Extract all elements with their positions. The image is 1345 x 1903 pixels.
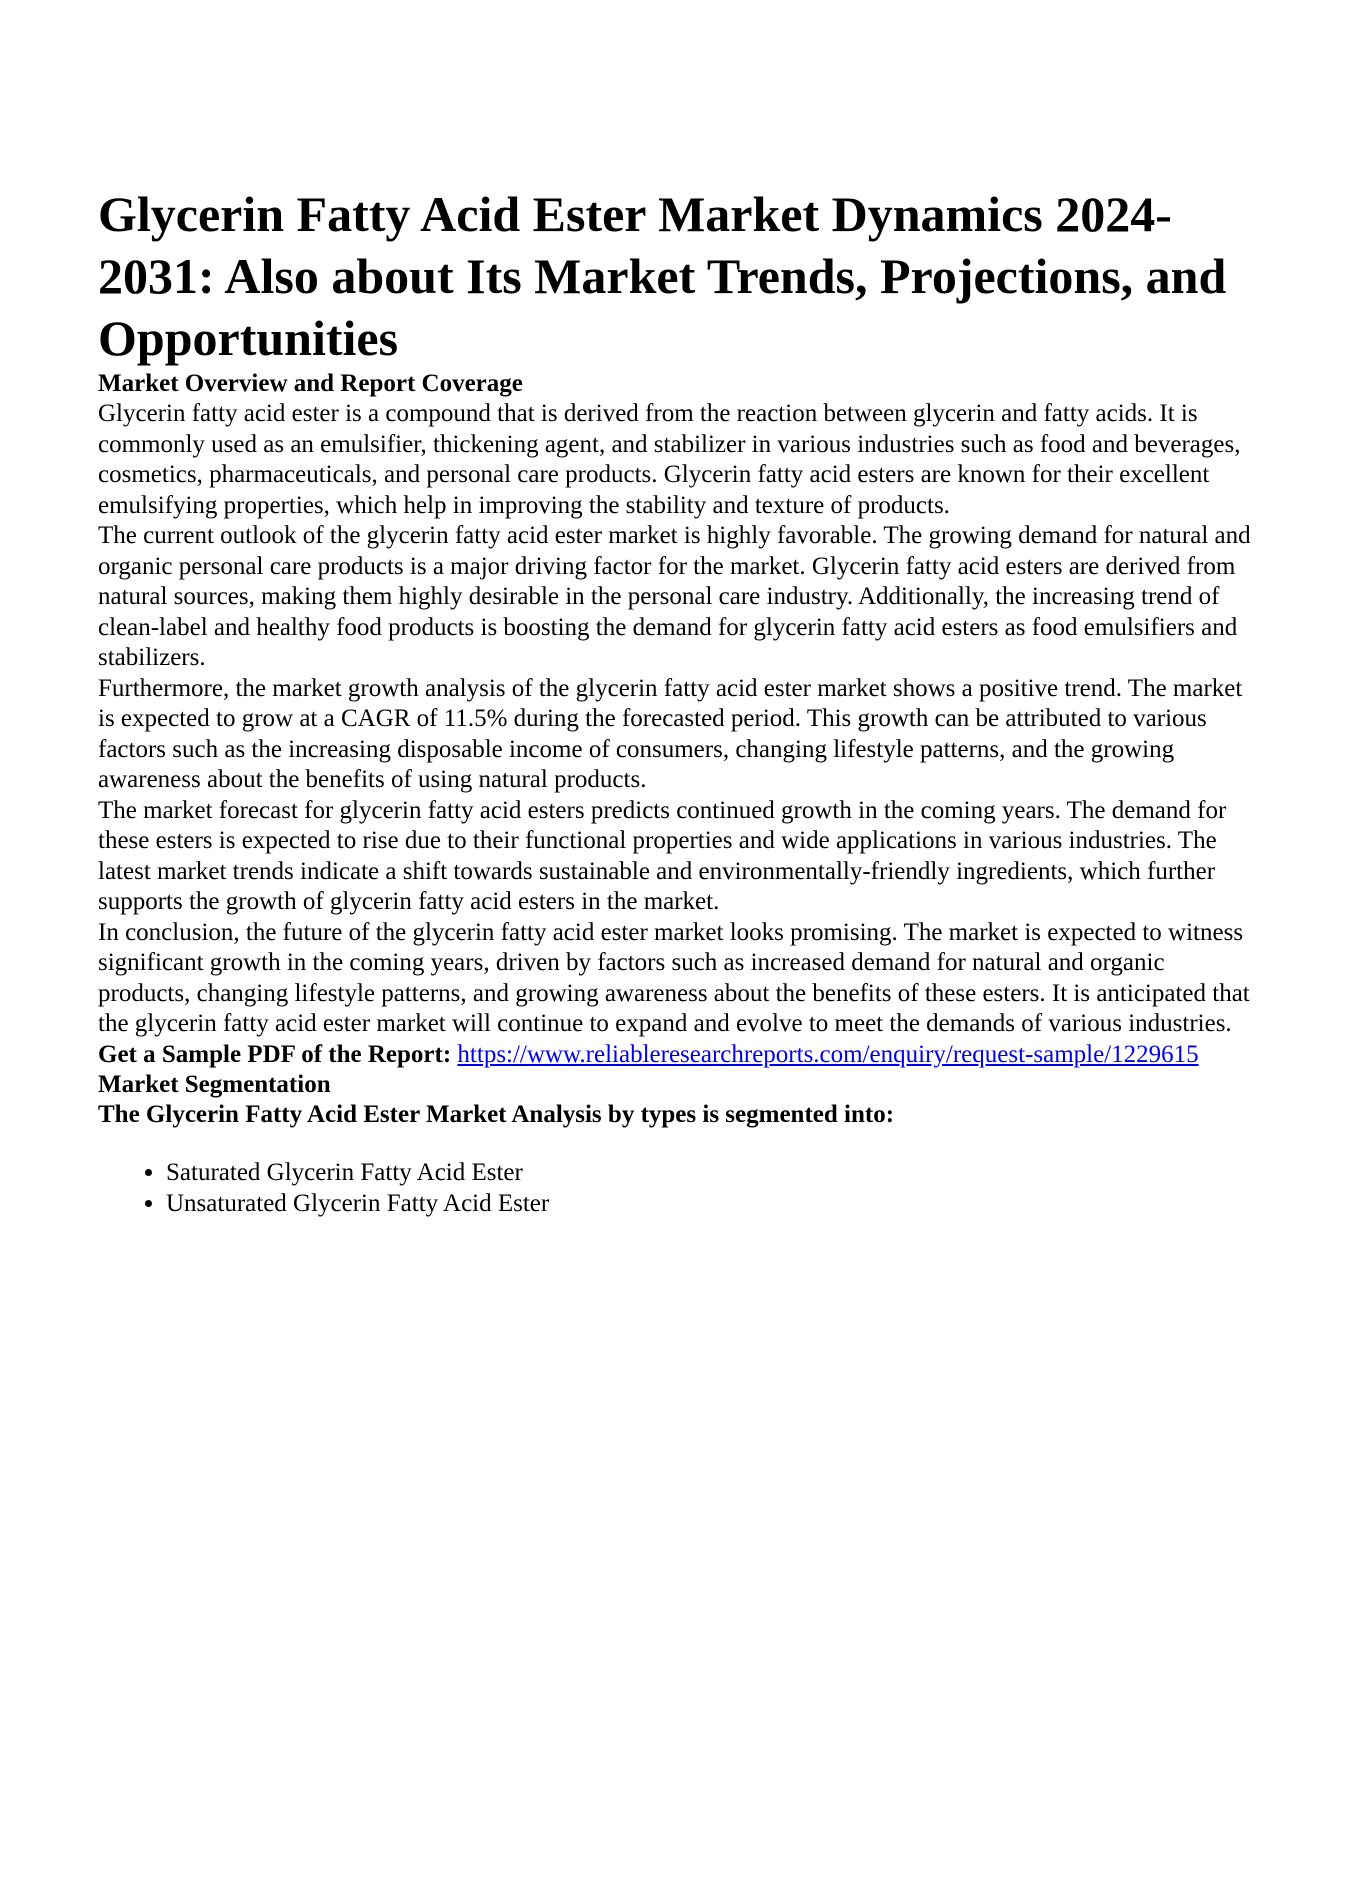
types-heading: The Glycerin Fatty Acid Ester Market Analysis by types is segmented into: <box>98 1101 895 1128</box>
overview-heading: Market Overview and Report Coverage <box>98 370 523 397</box>
sample-pdf-label: Get a Sample PDF of the Report: <box>98 1040 452 1068</box>
document-page <box>98 183 1258 1219</box>
sample-pdf-line <box>98 1040 1258 1071</box>
list-item: • Saturated Glycerin Fatty Acid Ester <box>166 1158 1258 1189</box>
page-title: Glycerin Fatty Acid Ester Market Dynamics 2024-2031: Also about Its Market Trends, Projections, and Opportunities <box>98 186 1227 366</box>
sample-pdf-link[interactable]: https://www.reliableresearchreports.com/enquiry/request-sample/1229615 <box>457 1040 1199 1068</box>
segmentation-heading: Market Segmentation <box>98 1071 331 1098</box>
overview-paragraph-2: The current outlook of the glycerin fatty acid ester market is highly favorable. The growing demand for natural and organic personal care products is a major driving factor for the market. Glycerin fatty acid esters are derived from natural sources, making them highly desirable in the personal care industry. Additionally, the increasing trend of clean-label and healthy food products is boosting the demand for glycerin fatty acid esters as food emulsifiers and stabilizers. <box>98 522 1251 671</box>
overview-paragraph-5: In conclusion, the future of the glycerin fatty acid ester market looks promising. The market is expected to witness significant growth in the coming years, driven by factors such as increased demand for natural and organic products, changing lifestyle patterns, and growing awareness about the benefits of these esters. It is anticipated that the glycerin fatty acid ester market will continue to expand and evolve to meet the demands of various industries. <box>98 918 1250 1037</box>
overview-paragraph-4: The market forecast for glycerin fatty acid esters predicts continued growth in the coming years. The demand for these esters is expected to rise due to their functional properties and wide applications in various industries. The latest market trends indicate a shift towards sustainable and environmentally-friendly ingredients, which further supports the growth of glycerin fatty acid esters in the market. <box>98 796 1227 915</box>
types-list <box>98 1158 1258 1219</box>
overview-paragraph-1: Glycerin fatty acid ester is a compound that is derived from the reaction between glycerin and fatty acids. It is commonly used as an emulsifier, thickening agent, and stabilizer in various industries such as food and beverages, cosmetics, pharmaceuticals, and personal care products. Glycerin fatty acid esters are known for their excellent emulsifying properties, which help in improving the stability and texture of products. <box>98 400 1241 519</box>
overview-paragraph-3: Furthermore, the market growth analysis of the glycerin fatty acid ester market shows a positive trend. The market is expected to grow at a CAGR of 11.5% during the forecasted period. This growth can be attributed to various factors such as the increasing disposable income of consumers, changing lifestyle patterns, and the growing awareness about the benefits of using natural products. <box>98 674 1243 793</box>
list-item: • Unsaturated Glycerin Fatty Acid Ester <box>166 1189 1258 1220</box>
